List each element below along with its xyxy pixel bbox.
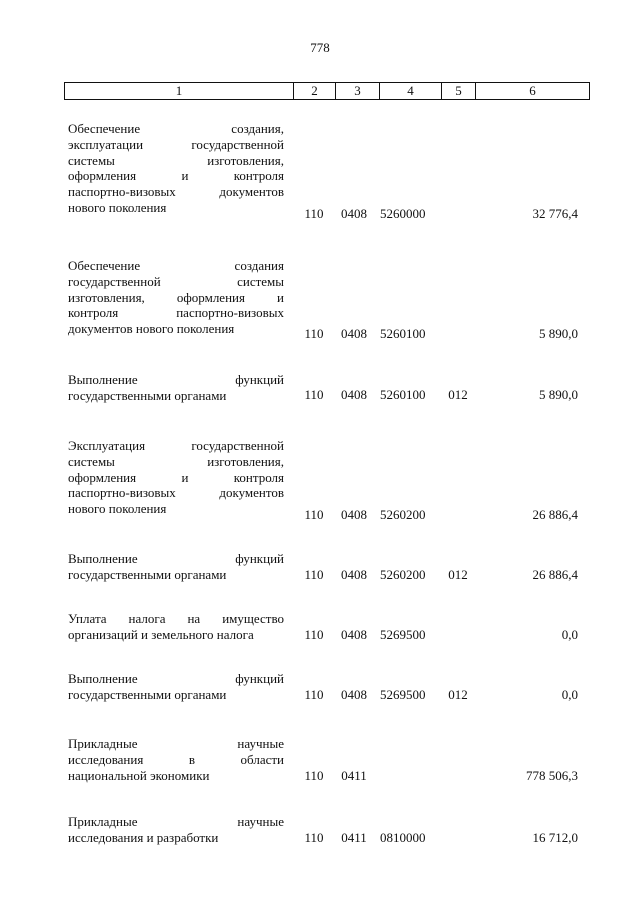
cell-col2: 110 [304,627,324,642]
cell-col3: 0408 [341,206,367,221]
cell-col3: 0408 [341,687,367,702]
description-line: Эксплуатация государственной [68,438,284,453]
column-header-2: 2 [293,83,335,99]
description-line: Уплата налога на имущество [68,611,284,626]
description-line: Прикладные научные [68,814,284,829]
cell-col2: 110 [304,326,324,341]
cell-col3: 0411 [341,768,367,783]
cell-col5: 012 [448,567,468,582]
description-line: Обеспечение создания [68,258,284,273]
cell-col3: 0408 [341,507,367,522]
cell-col6: 5 890,0 [539,326,578,341]
cell-col4: 5269500 [380,627,426,642]
cell-col2: 110 [304,567,324,582]
description-line: паспортно-визовых документов [68,184,284,200]
column-header-1: 1 [175,83,183,98]
cell-col6: 0,0 [561,687,578,702]
cell-col2: 110 [304,687,324,702]
row-description [68,372,284,404]
cell-col4: 0810000 [380,830,426,845]
cell-col3: 0408 [341,326,367,341]
cell-col6: 778 506,3 [526,768,578,783]
description-line: документов нового поколения [68,321,235,337]
cell-col4: 5260200 [380,507,426,522]
description-line: эксплуатации государственной [68,136,284,152]
row-description [68,121,284,216]
description-line: государственными органами [68,387,227,403]
cell-col6: 26 886,4 [532,507,578,522]
cell-col4: 5260000 [380,206,426,221]
description-line: организаций и земельного налога [68,626,254,642]
description-line: Прикладные научные [68,736,284,751]
description-line: контроля паспортно-визовых [68,305,284,321]
description-line: оформления и контроля [68,469,284,485]
row-description [68,438,284,517]
description-line: нового поколения [68,501,167,517]
description-line: государственной системы [68,273,284,289]
cell-col3: 0408 [341,567,367,582]
row-description [68,671,284,703]
cell-col3: 0408 [341,627,367,642]
description-line: нового поколения [68,199,167,215]
row-description [68,258,284,337]
description-line: паспортно-визовых документов [68,485,284,501]
description-line: изготовления, оформления и [68,289,284,305]
description-line: Выполнение функций [68,372,284,387]
cell-col6: 16 712,0 [532,830,578,845]
column-header-5: 5 [441,83,475,99]
column-header-row [64,82,590,100]
cell-col2: 110 [304,768,324,783]
description-line: национальной экономики [68,767,210,783]
cell-col2: 110 [304,387,324,402]
description-line: Выполнение функций [68,551,284,566]
row-description [68,611,284,643]
cell-col3: 0411 [341,830,367,845]
cell-col2: 110 [304,507,324,522]
row-description [68,814,284,846]
description-line: системы изготовления, [68,453,284,469]
cell-col4: 5269500 [380,687,426,702]
cell-col5: 012 [448,387,468,402]
cell-col2: 110 [304,206,324,221]
cell-col6: 32 776,4 [532,206,578,221]
cell-col2: 110 [304,830,324,845]
description-line: системы изготовления, [68,152,284,168]
cell-col3: 0408 [341,387,367,402]
cell-col4: 5260100 [380,387,426,402]
description-line: Обеспечение создания, [68,121,284,136]
row-description [68,551,284,583]
page-number: 778 [310,40,330,55]
column-header-4: 4 [379,83,441,99]
description-line: оформления и контроля [68,168,284,184]
column-header-6: 6 [475,83,589,99]
description-line: государственными органами [68,686,227,702]
cell-col6: 5 890,0 [539,387,578,402]
column-header-3: 3 [335,83,379,99]
cell-col5: 012 [448,687,468,702]
cell-col6: 26 886,4 [532,567,578,582]
cell-col4: 5260100 [380,326,426,341]
description-line: исследования и разработки [68,829,219,845]
cell-col4: 5260200 [380,567,426,582]
description-line: исследования в области [68,751,284,767]
description-line: государственными органами [68,566,227,582]
description-line: Выполнение функций [68,671,284,686]
cell-col6: 0,0 [561,627,578,642]
row-description [68,736,284,783]
